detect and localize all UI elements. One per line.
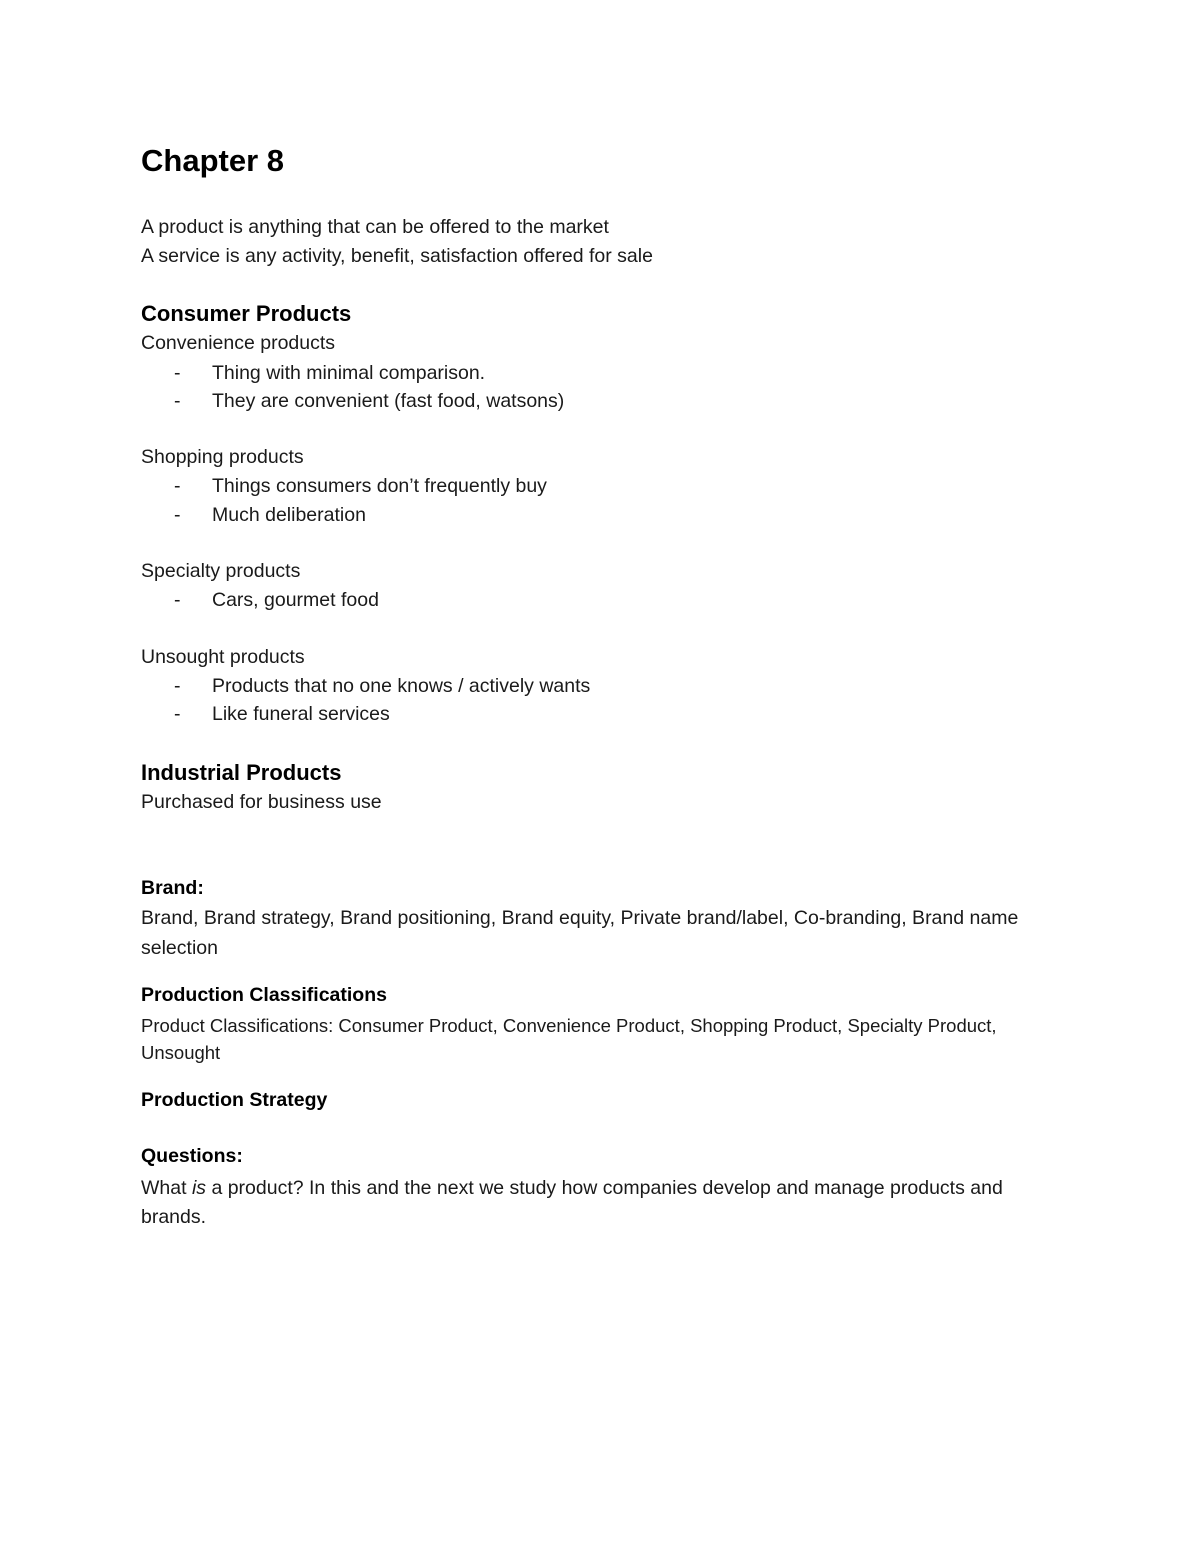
bullet-dash: - <box>174 475 181 497</box>
brand-text: Brand, Brand strategy, Brand positioning, Brand equity, Private brand/label, Co-branding, Brand name selection <box>141 907 1019 959</box>
classifications-text: Product Classifications: Consumer Product, Convenience Product, Shopping Product, Specialty Product, Unsought <box>141 1015 997 1063</box>
questions-heading: Questions: <box>141 1145 243 1167</box>
bullet-dash: - <box>174 703 181 725</box>
brand-heading: Brand: <box>141 877 204 899</box>
industrial-products-heading: Industrial Products <box>141 760 342 785</box>
consumer-products-heading: Consumer Products <box>141 301 352 326</box>
bullet-dash: - <box>174 390 181 412</box>
intro-line-service: A service is any activity, benefit, satisfaction offered for sale <box>141 245 653 267</box>
list-item: - Thing with minimal comparison. <box>174 362 486 384</box>
list-item: - Much deliberation <box>174 504 366 526</box>
questions-text: What is a product? In this and the next we study how companies develop and manage products and brands. <box>141 1177 1003 1228</box>
list-item: - Like funeral services <box>174 703 390 725</box>
classifications-heading: Production Classifications <box>141 984 387 1006</box>
bullet-dash: - <box>174 362 181 384</box>
list-item: - Cars, gourmet food <box>174 589 379 611</box>
emphasis-is: is <box>191 1177 207 1199</box>
list-item: - Things consumers don’t frequently buy <box>174 475 547 497</box>
convenience-products-label: Convenience products <box>141 332 336 354</box>
unsought-products-label: Unsought products <box>141 646 305 668</box>
bullet-dash: - <box>174 675 181 697</box>
list-item: - Products that no one knows / actively wants <box>174 675 591 697</box>
shopping-products-label: Shopping products <box>141 446 304 468</box>
list-item: - They are convenient (fast food, watsons) <box>174 390 565 412</box>
industrial-products-text: Purchased for business use <box>141 791 382 813</box>
specialty-products-label: Specialty products <box>141 560 301 582</box>
strategy-heading: Production Strategy <box>141 1089 328 1111</box>
bullet-dash: - <box>174 589 181 611</box>
intro-line-product: A product is anything that can be offered to the market <box>141 216 609 238</box>
page-title: Chapter 8 <box>141 143 284 178</box>
bullet-dash: - <box>174 504 181 526</box>
